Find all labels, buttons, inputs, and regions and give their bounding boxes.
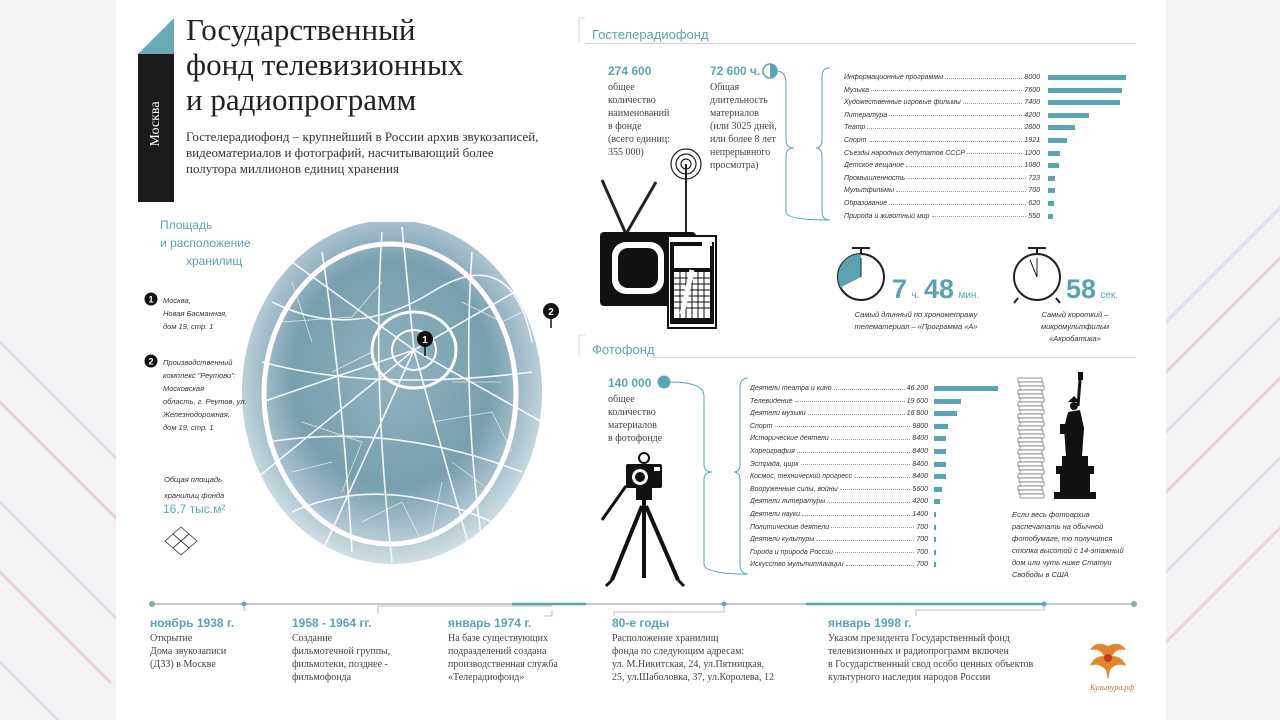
category-row: [750, 420, 928, 433]
category-bar: [1048, 214, 1053, 219]
corner-triangle-icon: [138, 18, 174, 54]
leader-dots: [846, 564, 915, 566]
category-bar: [934, 411, 957, 416]
photo-sheet: [1018, 414, 1042, 418]
timeline-event: [150, 617, 234, 671]
gostelefond-title: Гостелерадиофонд: [592, 27, 709, 42]
moscow-map-image: [232, 222, 548, 572]
section-bracket-icon: [578, 17, 586, 43]
longest-duration: 7 ч. 48 мин.: [892, 274, 980, 304]
leader-dots: [871, 89, 1022, 91]
category-row: [750, 533, 928, 546]
timeline-date: 80-е годы: [612, 616, 670, 630]
category-row: [750, 495, 928, 508]
svg-text:2: 2: [548, 307, 554, 318]
category-row: [750, 407, 928, 420]
category-label: Деятели музыки: [750, 410, 806, 418]
location-2-marker-icon: [542, 302, 560, 328]
category-bar: [934, 550, 936, 555]
category-label: Художественные игровые фильмы: [844, 99, 961, 107]
timeline-event: [448, 617, 558, 684]
photo-sheet: [1018, 450, 1042, 454]
category-label: Искусство мультипликации: [750, 561, 844, 569]
category-value: 1200: [1024, 149, 1040, 157]
left-side-panel: [0, 0, 116, 720]
area-value: 16,7 тыс.м²: [163, 502, 226, 516]
leader-dots: [967, 152, 1022, 154]
category-label: Информационные программы: [844, 74, 944, 81]
category-value: 8400: [912, 460, 928, 468]
photo-sheet: [1018, 390, 1042, 394]
category-row: [844, 172, 1040, 185]
category-value: 700: [916, 536, 928, 544]
page-title: Государственный фонд телевизионных и радиопрограмм: [186, 12, 464, 117]
timeline-text: На базе существующих: [448, 633, 548, 644]
category-bar: [1048, 188, 1055, 193]
timeline-text: Создание: [292, 633, 333, 644]
photo-sheet: [1020, 422, 1044, 426]
right-side-panel: [1166, 0, 1280, 720]
category-label: Промышленность: [844, 174, 906, 182]
category-row: [750, 445, 928, 458]
timeline-text: «Телерадиофонд»: [448, 672, 525, 683]
timeline-text: 25, ул.Шаболовка, 37, ул.Королева, 12: [612, 672, 774, 683]
photo-sheet: [1020, 470, 1044, 474]
photo-sheet: [1019, 490, 1043, 494]
gostelefond-underline: [586, 43, 1136, 44]
leader-dots: [854, 476, 910, 478]
timeline-text: Открытие: [150, 633, 193, 644]
category-value: 1080: [1024, 162, 1040, 170]
category-value: 550: [1028, 212, 1040, 220]
leader-dots: [808, 413, 905, 415]
leader-dots: [896, 190, 1026, 192]
category-bar: [934, 474, 946, 479]
timeline-date: ноябрь 1938 г.: [150, 616, 235, 630]
category-row: [750, 483, 928, 496]
timeline-date: 1958 - 1964 гг.: [292, 616, 372, 630]
tv-radio-icon: [596, 146, 726, 332]
category-value: 700: [1028, 187, 1040, 195]
photo-category-chart: [750, 382, 1020, 578]
category-bar: [934, 525, 936, 530]
photo-sheet: [1019, 442, 1043, 446]
photo-sheet: [1018, 462, 1042, 466]
timeline-text: подразделений создана: [448, 646, 547, 657]
category-label: Съезды народных депутатов СССР: [844, 149, 966, 157]
svg-text:2: 2: [148, 356, 154, 367]
statue-of-liberty-icon: [1054, 372, 1108, 500]
category-value: 700: [916, 561, 928, 569]
photo-sheet: [1019, 394, 1043, 398]
photo-sheet: [1019, 454, 1043, 458]
timeline-date: январь 1974 г.: [448, 616, 532, 630]
category-label: Природа и животный мир: [844, 212, 930, 220]
category-bar: [934, 537, 936, 542]
leader-dots: [945, 77, 1022, 79]
category-bar: [934, 399, 961, 404]
category-bar: [934, 436, 946, 441]
category-label: Исторические деятели: [750, 435, 829, 443]
photo-sheet: [1019, 382, 1043, 386]
leader-dots: [834, 388, 905, 390]
photo-stat: 140 000 общее количество материалов в фотофонде: [608, 376, 663, 444]
leader-dots: [889, 203, 1026, 205]
category-value: 723: [1028, 174, 1040, 182]
category-value: 4200: [912, 498, 928, 506]
category-label: Вооруженные силы, войны: [750, 485, 838, 493]
photo-sheet: [1018, 474, 1042, 478]
leader-dots: [827, 501, 910, 503]
category-value: 8400: [912, 435, 928, 443]
category-bar: [1048, 88, 1122, 93]
category-value: 1921: [1024, 137, 1040, 144]
shortest-caption: Самый короткий – микромультфильм «Акробатика»: [1040, 310, 1110, 343]
kultura-logo-icon: [1086, 640, 1132, 684]
category-label: Космос, технический прогресс: [750, 473, 853, 481]
leader-dots: [869, 140, 1023, 142]
svg-text:1: 1: [422, 335, 428, 346]
photo-sheet: [1020, 494, 1044, 498]
photo-sheet: [1019, 418, 1043, 422]
photo-sheet: [1019, 430, 1043, 434]
category-label: Мультфильмы: [844, 187, 895, 195]
duration-brace-icon: [760, 62, 836, 224]
category-row: [844, 147, 1040, 160]
leader-dots: [907, 177, 1026, 179]
photofond-underline: [650, 357, 1136, 358]
shortest-clock-icon: [1010, 246, 1064, 304]
category-bar: [1048, 163, 1059, 168]
category-label: Литература: [844, 111, 888, 119]
timeline-text: (ДЗЗ) в Москве: [150, 659, 216, 670]
longest-clock-icon: [834, 246, 888, 304]
section-bracket-icon: [578, 334, 586, 358]
category-value: 7400: [1024, 99, 1040, 107]
category-row: [844, 109, 1040, 122]
location-1-badge-icon: [144, 292, 158, 306]
category-value: 4200: [1024, 111, 1040, 119]
category-bar: [1048, 138, 1067, 143]
category-row: [844, 71, 1040, 84]
category-row: [750, 395, 928, 408]
category-label: Деятели литературы: [750, 498, 826, 506]
stat-titles: 274 600 общее количество наименований в фонде (всего единиц: 355 000): [608, 64, 670, 158]
timeline-text: фильмофонда: [292, 672, 352, 683]
category-row: [844, 121, 1040, 134]
photo-sheet: [1019, 406, 1043, 410]
category-row: [750, 546, 928, 559]
category-bar: [934, 424, 948, 429]
category-bar: [1048, 75, 1126, 80]
timeline-text: в Государственный свод особо ценных объектов: [828, 659, 1034, 670]
category-label: Хореография: [750, 448, 795, 455]
category-label: Театр: [844, 124, 866, 132]
category-bar: [1048, 113, 1089, 118]
timeline-date: январь 1998 г.: [828, 616, 912, 630]
category-label: Спорт: [844, 137, 867, 144]
category-bar: [1048, 151, 1060, 156]
timeline-event: [612, 617, 774, 684]
leader-dots: [889, 114, 1022, 116]
category-row: [750, 558, 928, 571]
category-label: Музыка: [844, 86, 870, 94]
category-value: 7600: [1024, 86, 1040, 94]
category-value: 5600: [912, 485, 928, 493]
leader-dots: [932, 215, 1027, 217]
category-bar: [1048, 201, 1054, 206]
timeline-event: [292, 617, 390, 684]
category-row: [750, 508, 928, 521]
timeline-text: производственная служба: [448, 659, 558, 670]
timeline-event: [828, 617, 1033, 684]
leader-dots: [835, 551, 914, 553]
photo-sheet: [1018, 378, 1042, 382]
category-bar: [1048, 100, 1120, 105]
photo-stack-icon: [1016, 376, 1048, 500]
photo-sheet: [1020, 434, 1044, 438]
leader-dots: [795, 400, 905, 402]
timeline-text: телевизионных и радиопрограмм включен: [828, 646, 1009, 657]
category-value: 8000: [1024, 74, 1040, 81]
longest-caption: Самый длинный по хронометражу телематериал – «Программа «А»: [854, 310, 978, 331]
category-row: [750, 432, 928, 445]
category-value: 8400: [912, 473, 928, 481]
kultura-logo-text: Культура.рф: [1090, 683, 1135, 692]
category-label: Телевидение: [750, 397, 793, 405]
leader-dots: [775, 425, 911, 427]
photo-sheet: [1019, 466, 1043, 470]
timeline-text: фонда по следующим адресам:: [612, 646, 745, 657]
category-value: 8400: [912, 448, 928, 455]
leader-dots: [906, 165, 1022, 167]
photo-sheet: [1020, 398, 1044, 402]
category-label: Деятели науки: [750, 511, 801, 518]
category-row: [844, 210, 1040, 223]
category-label: Детское вещание: [844, 162, 904, 170]
photofond-title: Фотофонд: [592, 342, 655, 357]
category-label: Образование: [844, 200, 888, 207]
category-value: 620: [1028, 200, 1040, 207]
category-bar: [1048, 125, 1075, 130]
category-value: 1400: [912, 511, 928, 518]
category-label: Политические деятели: [750, 523, 830, 531]
category-row: [750, 521, 928, 534]
city-tab-label: Москва: [148, 101, 163, 147]
category-bar: [934, 512, 936, 517]
category-label: Спорт: [750, 422, 773, 430]
category-bar: [934, 386, 998, 391]
photo-note: Если весь фотоархив распечатать на обычной фотобумаге, то получится стопка высотой с 14-этажный дом или чуть ниже Статуи Свободы в США: [1012, 510, 1124, 579]
timeline-text: фильмотеки, позднее -: [292, 659, 388, 670]
photo-sheet: [1020, 446, 1044, 450]
category-bar: [934, 562, 936, 567]
leader-dots: [797, 451, 911, 453]
category-label: Эстрада, цирк: [750, 460, 799, 468]
category-label: Деятели культуры: [750, 536, 815, 544]
photo-sheet: [1018, 402, 1042, 406]
location-2-badge-icon: [144, 354, 158, 368]
stat-duration: 72 600 ч. Общая длительность материалов (или 3025 дней, или более 8 лет непрерывного просмотра): [710, 64, 777, 171]
category-value: 19 600: [906, 397, 928, 405]
timeline-text: культурного наследия народов России: [828, 672, 991, 683]
photo-sheet: [1018, 486, 1042, 490]
timeline-text: Указом президента Государственный фонд: [828, 633, 1010, 644]
leader-dots: [801, 463, 911, 465]
leader-dots: [840, 488, 911, 490]
category-label: Деятели театра и кино: [750, 385, 832, 392]
photo-sheet: [1020, 458, 1044, 462]
area-diamond-icon: [164, 526, 198, 556]
timeline-text: фильмотечной группы,: [292, 646, 391, 657]
city-tab: [138, 54, 174, 202]
category-bar: [1048, 176, 1055, 181]
category-value: 2800: [1024, 124, 1040, 132]
category-bar: [934, 462, 946, 467]
timeline-text: Расположение хранилищ: [612, 633, 719, 644]
page-subtitle: Гостелерадиофонд – крупнейший в России архив звукозаписей, видеоматериалов и фотографий, насчитывающий более полутора миллионов единиц хранения: [186, 129, 539, 176]
category-row: [750, 382, 928, 395]
category-row: [844, 134, 1040, 147]
area-caption: Общая площадь хранилищ фонда: [164, 475, 225, 500]
photo-sheet: [1018, 438, 1042, 442]
location-1-marker-icon: [416, 330, 434, 356]
map-section-title: Площадь и расположение хранилищ: [160, 218, 251, 268]
timeline-text: ул. М.Никитская, 24, ул.Пятницкая,: [612, 659, 764, 670]
category-label: Города и природа России: [750, 548, 834, 556]
category-bar: [934, 449, 946, 454]
category-value: 700: [916, 523, 928, 531]
photo-sheet: [1020, 410, 1044, 414]
photo-sheet: [1020, 482, 1044, 486]
category-value: 16 800: [906, 410, 928, 418]
category-row: [844, 159, 1040, 172]
leader-dots: [867, 127, 1022, 129]
photo-sheet: [1019, 478, 1043, 482]
leader-dots: [816, 539, 914, 541]
shortest-duration: 58 сек.: [1066, 274, 1119, 304]
category-bar: [934, 499, 940, 504]
camera-tripod-icon: [598, 450, 690, 590]
category-row: [844, 96, 1040, 109]
category-row: [844, 184, 1040, 197]
category-value: 9800: [912, 422, 928, 430]
leader-dots: [802, 514, 910, 516]
leader-dots: [831, 438, 911, 440]
category-value: 700: [916, 548, 928, 556]
leader-dots: [963, 102, 1023, 104]
tv-category-chart: [844, 71, 1134, 231]
timeline-text: Дома звукозаписи: [150, 646, 227, 657]
category-value: 46 200: [906, 385, 928, 392]
svg-text:1: 1: [148, 294, 154, 305]
leader-dots: [831, 526, 914, 528]
category-row: [750, 458, 928, 471]
photo-sheet: [1020, 386, 1044, 390]
photo-sheet: [1018, 426, 1042, 430]
category-row: [750, 470, 928, 483]
category-bar: [934, 487, 942, 492]
category-row: [844, 84, 1040, 97]
category-row: [844, 197, 1040, 210]
